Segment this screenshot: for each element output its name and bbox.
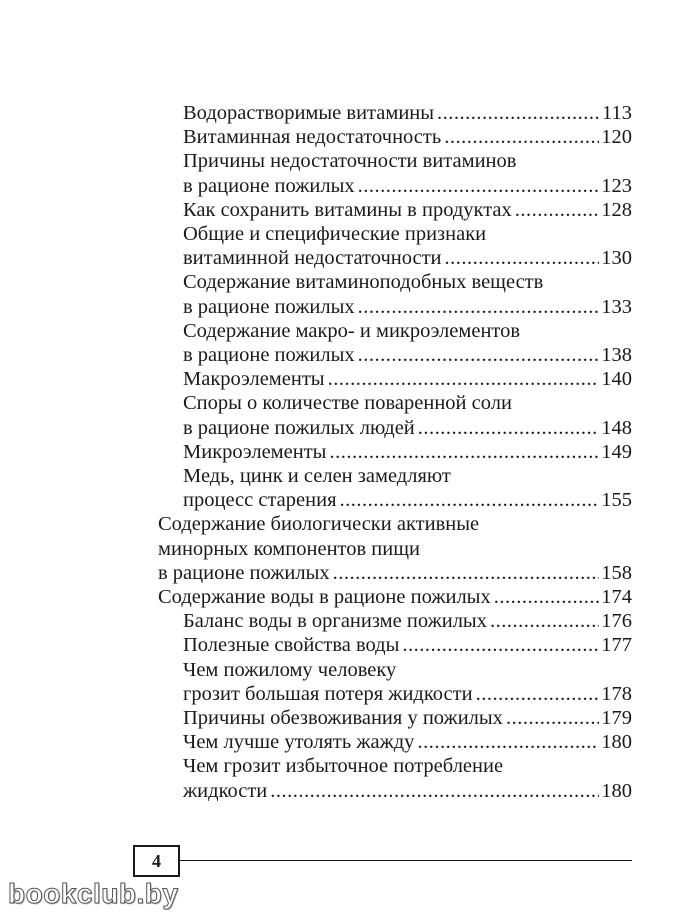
toc-entry-title-line: Чем пожилому человеку	[183, 658, 397, 681]
toc-entry-page: 176	[601, 610, 632, 633]
toc-entry-row	[183, 198, 632, 222]
toc-entry-title-line: Общие и специфические признаки	[183, 223, 487, 246]
toc-entry-row	[183, 295, 632, 319]
toc-entry-row	[183, 440, 632, 464]
toc-entry	[158, 125, 632, 149]
toc-entry-page: 113	[602, 102, 632, 124]
toc-entry-title-line: Баланс воды в организме пожилых	[183, 610, 487, 633]
toc-entry	[158, 198, 632, 222]
toc-entry-page: 155	[601, 489, 632, 512]
toc-entry-page: 180	[601, 731, 632, 754]
toc-entry	[158, 512, 632, 585]
toc-entry-page: 180	[601, 779, 632, 802]
toc-entry-title-line: Содержание биологически активные	[158, 513, 480, 536]
toc-entry-title-line: жидкости	[183, 779, 268, 802]
toc-entry-title-line: Полезные свойства воды	[183, 634, 400, 657]
dot-leader	[328, 367, 600, 391]
toc-entry-row	[183, 343, 632, 367]
dot-leader	[358, 295, 600, 319]
toc-entry	[158, 101, 632, 125]
toc-entry-title-line: Микроэлементы	[183, 440, 327, 463]
toc-entry-row	[183, 125, 632, 149]
toc-entry	[158, 706, 632, 730]
toc-entry	[158, 609, 632, 633]
toc-entry	[158, 149, 632, 197]
dot-leader	[437, 101, 600, 125]
table-of-contents	[158, 101, 632, 803]
toc-entry-title-line: Чем грозит избыточное потребление	[183, 755, 504, 778]
dot-leader	[340, 488, 600, 512]
toc-entry-title-line: витаминной недостаточности	[183, 247, 442, 270]
toc-entry-title-line: Водорастворимые витамины	[183, 102, 435, 124]
toc-entry-page: 128	[601, 198, 632, 221]
toc-entry-row	[183, 174, 632, 198]
toc-entry-title-line: в рационе пожилых	[183, 174, 355, 197]
toc-entry-title-line: Как сохранить витамины в продуктах	[183, 198, 512, 221]
toc-entry	[158, 319, 632, 367]
toc-entry-row	[183, 706, 632, 730]
dot-leader	[270, 779, 599, 803]
dot-leader	[476, 682, 600, 706]
dot-leader	[494, 585, 600, 609]
toc-entry-row	[158, 561, 632, 585]
toc-entry-title-line: грозит большая потеря жидкости	[183, 682, 473, 705]
toc-entry-title-line: процесс старения	[183, 489, 337, 512]
toc-entry-page: 158	[601, 561, 632, 584]
toc-entry-title-line: Содержание воды в рационе пожилых	[158, 586, 491, 609]
dot-leader	[417, 730, 599, 754]
toc-entry-title-line: Медь, цинк и селен замедляют	[183, 465, 451, 488]
toc-entry-title-line: Содержание витаминоподобных веществ	[183, 271, 544, 294]
toc-entry-page: 140	[601, 368, 632, 391]
toc-entry-title-line: в рационе пожилых	[183, 344, 355, 367]
toc-entry-page: 123	[601, 174, 632, 197]
watermark-logo: bookclub.by	[8, 878, 179, 909]
toc-entry-title-line: в рационе пожилых	[158, 561, 330, 584]
toc-entry-page: 179	[601, 707, 632, 730]
toc-entry	[158, 658, 632, 706]
toc-entry-title-line: Споры о количестве поваренной соли	[183, 392, 512, 415]
toc-entry-page: 177	[601, 634, 632, 657]
page-number: 4	[133, 845, 180, 877]
toc-entry-title-line: в рационе пожилых людей	[183, 416, 415, 439]
dot-leader	[444, 125, 599, 149]
toc-entry-row	[158, 585, 632, 609]
toc-entry-row	[183, 488, 632, 512]
toc-entry-row	[183, 246, 632, 270]
toc-entry	[158, 367, 632, 391]
toc-entry-row	[183, 416, 632, 440]
toc-entry	[158, 270, 632, 318]
toc-entry-row	[183, 682, 632, 706]
dot-leader	[402, 633, 599, 657]
toc-entry	[158, 730, 632, 754]
dot-leader	[515, 198, 599, 222]
toc-entry-title-line: Витаминная недостаточность	[183, 126, 442, 149]
toc-entry	[158, 585, 632, 609]
dot-leader	[333, 561, 600, 585]
toc-entry-row	[183, 779, 632, 803]
toc-entry-page: 149	[601, 440, 632, 463]
toc-entry	[158, 754, 632, 802]
toc-entry-page: 130	[601, 247, 632, 270]
toc-entry-title-line: Причины недостаточности витаминов	[183, 150, 517, 173]
toc-entry-title-line: Содержание макро- и микроэлементов	[183, 319, 521, 342]
dot-leader	[329, 440, 599, 464]
toc-entry-page: 120	[601, 126, 632, 149]
toc-entry	[158, 464, 632, 512]
toc-entry	[158, 391, 632, 439]
toc-entry-page: 174	[601, 586, 632, 609]
toc-entry-page: 148	[601, 416, 632, 439]
dot-leader	[445, 246, 600, 270]
dot-leader	[506, 706, 599, 730]
toc-entry-title-line: в рационе пожилых	[183, 295, 355, 318]
toc-entry-page: 138	[601, 344, 632, 367]
toc-entry-page: 133	[601, 295, 632, 318]
toc-entry-title-line: Причины обезвоживания у пожилых	[183, 707, 503, 730]
toc-entry-title-line: минорных компонентов пищи	[158, 537, 420, 560]
toc-entry	[158, 633, 632, 657]
toc-entry-row	[183, 609, 632, 633]
dot-leader	[490, 609, 599, 633]
dot-leader	[358, 343, 600, 367]
toc-entry-title-line: Макроэлементы	[183, 368, 325, 391]
toc-entry-title-line: Чем лучше утолять жажду	[183, 731, 415, 754]
dot-leader	[358, 174, 600, 198]
toc-entry	[158, 440, 632, 464]
toc-entry	[158, 222, 632, 270]
toc-entry-row	[183, 730, 632, 754]
toc-entry-row	[183, 101, 632, 125]
footer-rule	[180, 860, 632, 861]
toc-entry-page: 178	[601, 682, 632, 705]
toc-entry-row	[183, 367, 632, 391]
dot-leader	[418, 416, 599, 440]
toc-entry-row	[183, 633, 632, 657]
